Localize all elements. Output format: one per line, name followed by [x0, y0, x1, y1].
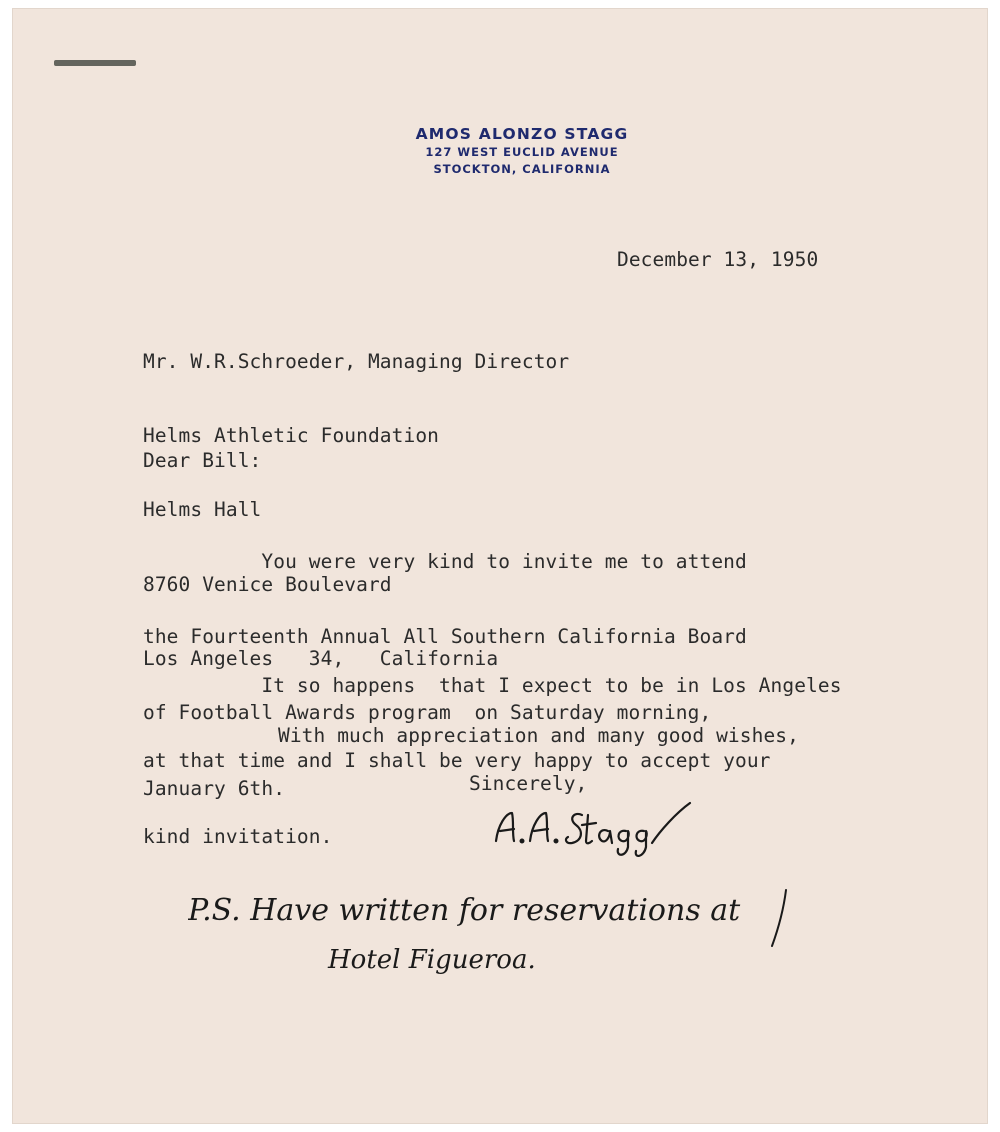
paragraph-line: It so happens that I expect to be in Los Angeles	[143, 673, 842, 697]
recipient-line: Helms Hall	[143, 498, 262, 522]
paper-clip-mark	[54, 60, 136, 66]
handwritten-postscript	[188, 886, 848, 986]
letter-page	[12, 8, 988, 1124]
paragraph-line: the Fourteenth Annual All Southern California Board	[143, 625, 747, 649]
letterhead-name: AMOS ALONZO STAGG	[415, 125, 629, 143]
postscript-line-1: P.S. Have written for reservations at	[188, 893, 741, 928]
recipient-line: Mr. W.R.Schroeder, Managing Director	[143, 349, 570, 373]
recipient-line: 8760 Venice Boulevard	[143, 572, 392, 596]
letterhead-street: 127 WEST EUCLID AVENUE	[425, 145, 619, 159]
complimentary-close: Sincerely,	[469, 772, 588, 795]
letterhead-city: STOCKTON, CALIFORNIA	[433, 162, 611, 176]
paragraph-line: kind invitation.	[143, 825, 333, 849]
recipient-line: Los Angeles 34, California	[143, 647, 499, 671]
closing-sentence: With much appreciation and many good wishes,	[278, 724, 799, 747]
salutation: Dear Bill:	[143, 449, 262, 472]
letter-date: December 13, 1950	[617, 248, 819, 271]
recipient-line: Helms Athletic Foundation	[143, 423, 439, 447]
paragraph-line: You were very kind to invite me to attend	[143, 549, 747, 573]
paragraph-line: January 6th.	[143, 777, 286, 801]
paragraph-line: of Football Awards program on Saturday morning,	[143, 701, 712, 725]
letterhead	[312, 124, 732, 178]
paragraph-line: at that time and I shall be very happy to accept your	[143, 749, 771, 773]
postscript-line-2: Hotel Figueroa.	[328, 945, 536, 975]
handwritten-signature	[490, 801, 700, 865]
